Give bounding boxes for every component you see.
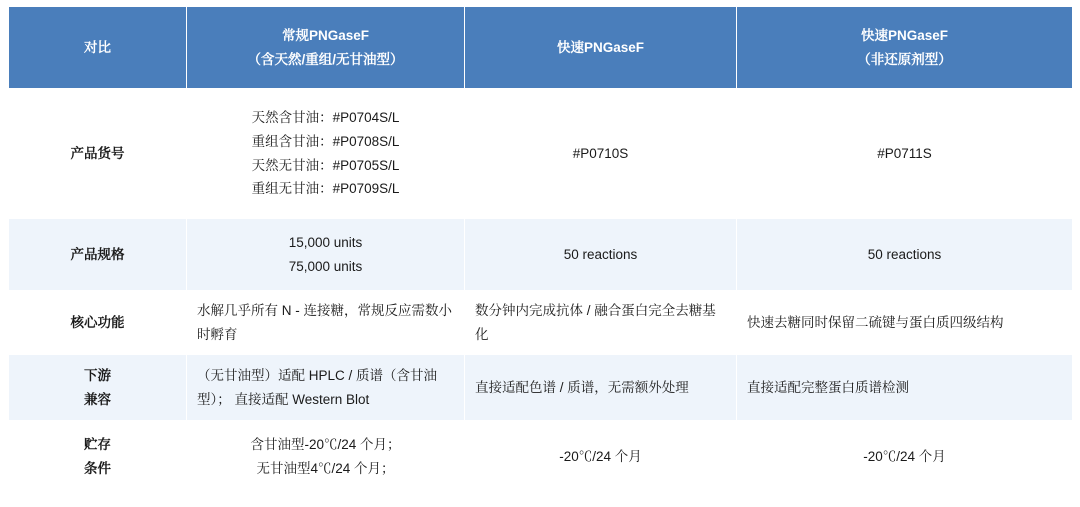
specification-item: 75,000 units <box>288 258 363 274</box>
product-code-item: 重组含甘油：#P0708S/L <box>251 133 400 149</box>
header-regular-subtitle: （含天然/重组/无甘油型） <box>247 51 404 67</box>
specification-item: 15,000 units <box>288 234 363 250</box>
cell-storage-rapid: -20℃/24 个月 <box>465 421 737 493</box>
product-code-item: 重组无甘油：#P0709S/L <box>251 181 400 197</box>
table-header <box>9 7 1073 89</box>
table-body <box>9 89 1073 493</box>
product-code-item: 天然含甘油：#P0704S/L <box>251 110 400 126</box>
row-label-line: 下游 <box>84 367 111 383</box>
cell-specification-rapid: 50 reactions <box>465 219 737 291</box>
table-row <box>9 219 1073 291</box>
header-rapid-nr-title: 快速PNGaseF <box>860 27 949 43</box>
cell-compatibility-regular: （无甘油型）适配 HPLC / 质谱（含甘油型）； 直接适配 Western Blot <box>187 355 465 421</box>
cell-storage-rapid-nr: -20℃/24 个月 <box>737 421 1073 493</box>
table-row <box>9 89 1073 219</box>
row-label-line: 兼容 <box>84 391 111 407</box>
row-label-storage-conditions <box>9 421 187 493</box>
row-label-core-function: 核心功能 <box>9 291 187 355</box>
header-row <box>9 7 1073 89</box>
cell-storage-regular <box>187 421 465 493</box>
header-rapid-nr-subtitle: （非还原剂型） <box>857 51 952 67</box>
cell-core-function-rapid: 数分钟内完成抗体 / 融合蛋白完全去糖基化 <box>465 291 737 355</box>
row-label-line: 贮存 <box>84 436 111 452</box>
header-cell-rapid-nonreducing-pngasef <box>737 7 1073 89</box>
cell-product-code-rapid: #P0710S <box>465 89 737 219</box>
table-row <box>9 291 1073 355</box>
row-label-line: 条件 <box>84 460 111 476</box>
header-compare-label: 对比 <box>84 39 111 55</box>
row-label-product-code: 产品货号 <box>9 89 187 219</box>
header-cell-regular-pngasef <box>187 7 465 89</box>
cell-specification-regular <box>187 219 465 291</box>
storage-item: 无甘油型4℃/24 个月； <box>256 460 395 476</box>
product-code-item: 天然无甘油：#P0705S/L <box>251 157 400 173</box>
cell-core-function-rapid-nr: 快速去糖同时保留二硫键与蛋白质四级结构 <box>737 291 1073 355</box>
table-row <box>9 355 1073 421</box>
storage-item: 含甘油型-20℃/24 个月； <box>250 436 401 452</box>
row-label-specification: 产品规格 <box>9 219 187 291</box>
row-label-downstream-compatibility <box>9 355 187 421</box>
header-regular-title: 常规PNGaseF <box>281 27 370 43</box>
header-cell-rapid-pngasef <box>465 7 737 89</box>
cell-compatibility-rapid-nr: 直接适配完整蛋白质谱检测 <box>737 355 1073 421</box>
cell-specification-rapid-nr: 50 reactions <box>737 219 1073 291</box>
header-cell-compare <box>9 7 187 89</box>
header-rapid-title: 快速PNGaseF <box>556 39 645 55</box>
table-row <box>9 421 1073 493</box>
cell-core-function-regular: 水解几乎所有 N - 连接糖，常规反应需数小时孵育 <box>187 291 465 355</box>
cell-compatibility-rapid: 直接适配色谱 / 质谱，无需额外处理 <box>465 355 737 421</box>
cell-product-code-regular <box>187 89 465 219</box>
cell-product-code-rapid-nr: #P0711S <box>737 89 1073 219</box>
product-comparison-table <box>8 6 1073 493</box>
